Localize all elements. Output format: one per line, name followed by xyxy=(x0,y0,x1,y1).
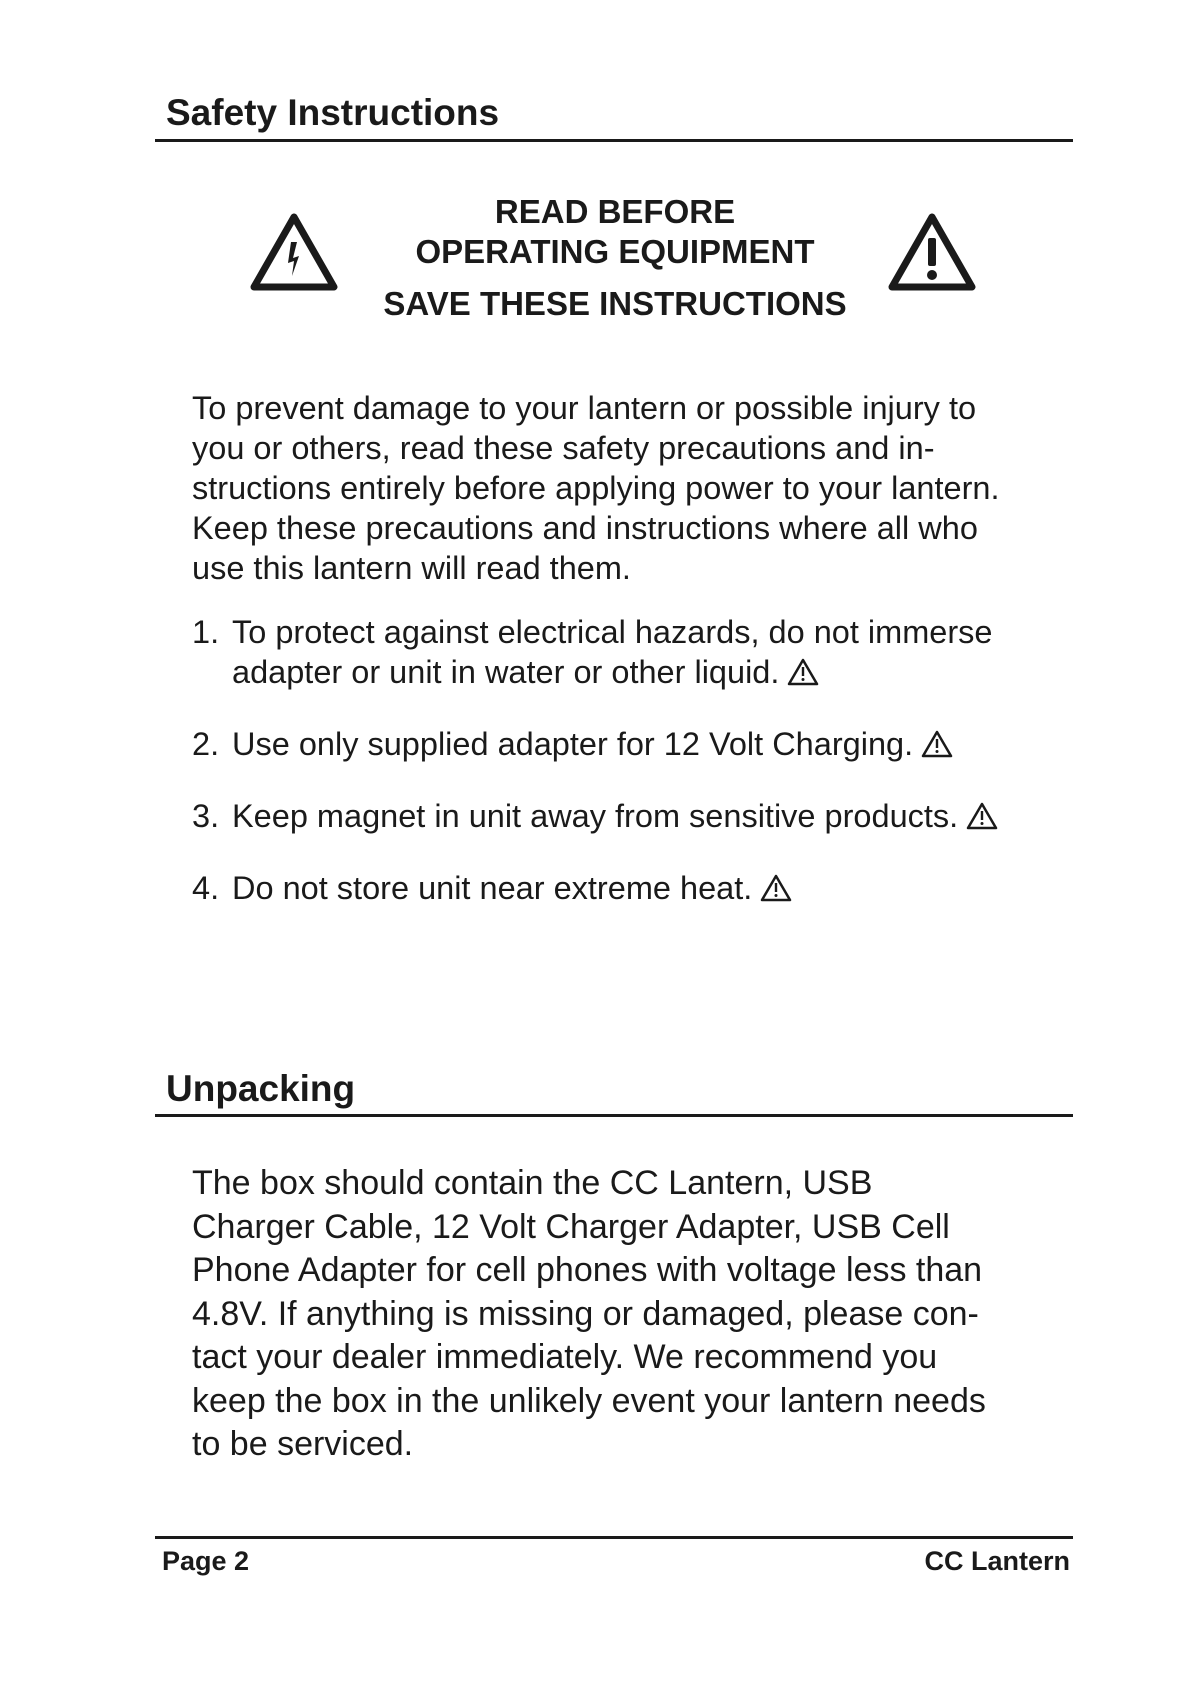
list-item-text: Do not store unit near extreme heat. xyxy=(232,870,753,906)
safety-heading: Safety Instructions xyxy=(166,92,500,133)
warning-line-operating-equipment: OPERATING EQUIPMENT xyxy=(415,233,815,270)
list-item-text: To protect against electrical hazards, do not immerse xyxy=(232,614,993,650)
warning-triangle-icon xyxy=(787,657,819,686)
unpacking-line: The box should contain the CC Lantern, USB xyxy=(192,1164,873,1202)
footer-product-name: CC Lantern xyxy=(924,1546,1070,1576)
warning-block xyxy=(250,192,980,332)
list-item xyxy=(192,796,1072,836)
safety-precautions-list xyxy=(192,612,1072,940)
list-item xyxy=(192,868,1072,908)
intro-line: use this lantern will read them. xyxy=(192,550,631,586)
unpacking-line: 4.8V. If anything is missing or damaged, please con- xyxy=(192,1294,979,1333)
unpacking-line: keep the box in the unlikely event your lantern needs xyxy=(192,1381,986,1420)
warning-triangle-icon xyxy=(921,729,953,758)
list-item-number: 1. xyxy=(192,614,220,650)
footer-rule xyxy=(155,1536,1073,1539)
unpacking-heading-rule xyxy=(155,1114,1073,1117)
unpacking-line: to be serviced. xyxy=(192,1425,414,1463)
list-item-number: 2. xyxy=(192,726,220,762)
list-item-number: 3. xyxy=(192,798,220,834)
exclamation-warning-icon xyxy=(888,212,976,292)
list-item-text: adapter or unit in water or other liquid. xyxy=(232,654,780,690)
intro-line: structions entirely before applying power to your lantern. xyxy=(192,470,1000,506)
warning-triangle-icon xyxy=(966,801,998,830)
safety-intro-paragraph xyxy=(192,388,1072,588)
safety-heading-rule xyxy=(155,139,1073,142)
list-item-text: Keep magnet in unit away from sensitive products. xyxy=(232,798,959,834)
unpacking-paragraph xyxy=(192,1162,1072,1467)
unpacking-line: Phone Adapter for cell phones with voltage less than xyxy=(192,1251,983,1289)
list-item-number: 4. xyxy=(192,870,220,906)
warning-triangle-icon xyxy=(760,873,792,902)
electrical-hazard-icon xyxy=(250,212,338,292)
intro-line: you or others, read these safety precautions and in- xyxy=(192,430,935,466)
intro-line: Keep these precautions and instructions where all who xyxy=(192,510,978,546)
list-item xyxy=(192,612,1072,692)
list-item xyxy=(192,724,1072,764)
intro-line: To prevent damage to your lantern or possible injury to xyxy=(192,390,977,426)
warning-line-read-before: READ BEFORE xyxy=(494,193,736,230)
page-number: Page 2 xyxy=(162,1546,250,1576)
unpacking-heading: Unpacking xyxy=(166,1068,356,1109)
list-item-text: Use only supplied adapter for 12 Volt Charging. xyxy=(232,726,914,762)
unpacking-line: Charger Cable, 12 Volt Charger Adapter, USB Cell xyxy=(192,1207,950,1246)
unpacking-line: tact your dealer immediately. We recommend you xyxy=(192,1338,938,1376)
warning-line-save-instructions: SAVE THESE INSTRUCTIONS xyxy=(383,285,847,322)
